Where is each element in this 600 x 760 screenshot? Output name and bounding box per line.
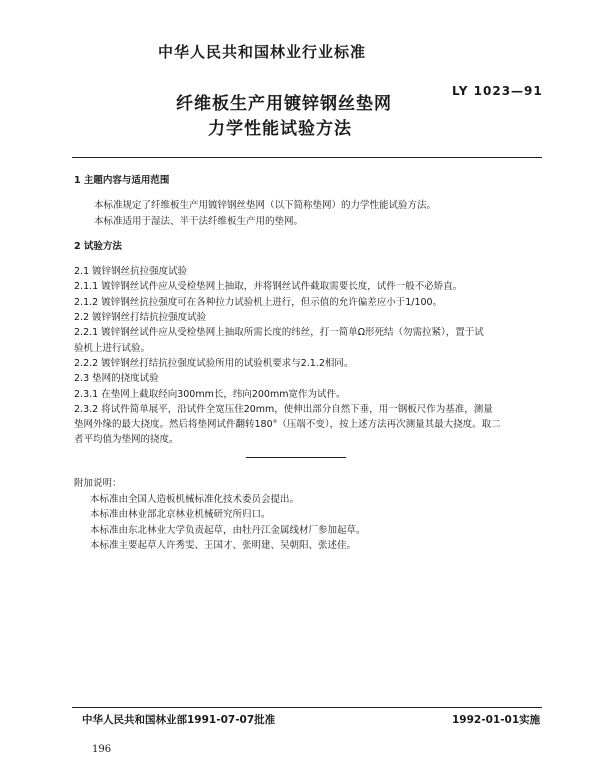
clause-2-2-2: 2.2.2 镀锌钢丝打结抗拉强度试验所用的试验机要求与2.1.2相同。 [74,357,354,369]
document-title-line1: 纤维板生产用镀锌钢丝垫网 [176,94,392,114]
clause-2-2-title: 2.2 镀锌钢丝打结抗拉强度试验 [74,312,207,324]
section-2-heading: 2 试验方法 [74,240,122,252]
section-separator [246,457,346,458]
clause-2-3-2-cont: 垫网外缘的最大挠度。然后将垫网试件翻转180°（压端不变），按上述方法再次测量其最大挠度。取二 [74,419,501,431]
page-number: 196 [92,744,112,755]
section-1-paragraph: 本标准规定了纤维板生产用镀锌钢丝垫网（以下简称垫网）的力学性能试验方法。 [94,200,437,212]
section-1-heading: 1 主题内容与适用范围 [74,175,170,186]
clause-2-1-2: 2.1.2 镀锌钢丝抗拉强度可在各种拉力试验机上进行，但示值的允许偏差应小于1/100。 [74,296,443,308]
notes-heading: 附加说明： [74,478,122,489]
note-item: 本标准由林业部北京林业机械研究所归口。 [90,509,271,520]
clause-2-3-2: 2.3.2 将试件简单展平，沿试件全宽压住20mm，使伸出部分自然下垂，用一钢板尺作为基准，测量 [74,403,493,415]
additional-notes [74,476,366,554]
clause-2-3-2-cont: 者平均值为垫网的挠度。 [74,434,179,446]
clause-2-2-1: 2.2.1 镀锌钢丝试件应从受检垫网上抽取所需长度的纬丝，打一简单Ω形死结（勿需拉紧），置于试 [74,327,484,339]
clause-2-2-1-cont: 验机上进行试验。 [74,342,151,354]
document-body [74,173,548,448]
header-divider [72,157,542,158]
clause-2-3-title: 2.3 垫网的挠度试验 [74,373,159,385]
implementation-date: 1992-01-01实施 [452,714,541,726]
note-item: 本标准主要起草人许秀雯、王国才、张明建、吴朝阳、张述佳。 [90,540,357,551]
clause-2-1-title: 2.1 镀锌钢丝抗拉强度试验 [74,266,188,278]
section-1-paragraph: 本标准适用于湿法、半干法纤维板生产用的垫网。 [94,215,304,227]
standard-code: LY 1023—91 [452,84,543,98]
note-item: 本标准由东北林业大学负责起草，由牡丹江金属线材厂参加起草。 [90,524,366,536]
document-title-line2: 力学性能试验方法 [208,119,352,139]
clause-2-3-1: 2.3.1 在垫网上截取经向300mm长，纬向200mm宽作为试件。 [74,388,346,400]
note-item: 本标准由全国人造板机械标准化技术委员会提出。 [90,493,300,505]
footer-divider [72,707,542,708]
issuing-organization: 中华人民共和国林业行业标准 [158,43,367,61]
approval-statement: 中华人民共和国林业部1991-07-07批准 [82,714,276,726]
clause-2-1-1: 2.1.1 镀锌钢丝试件应从受检垫网上抽取，并将钢丝试件截取需要长度，试件一般不必矫直。 [74,281,463,293]
